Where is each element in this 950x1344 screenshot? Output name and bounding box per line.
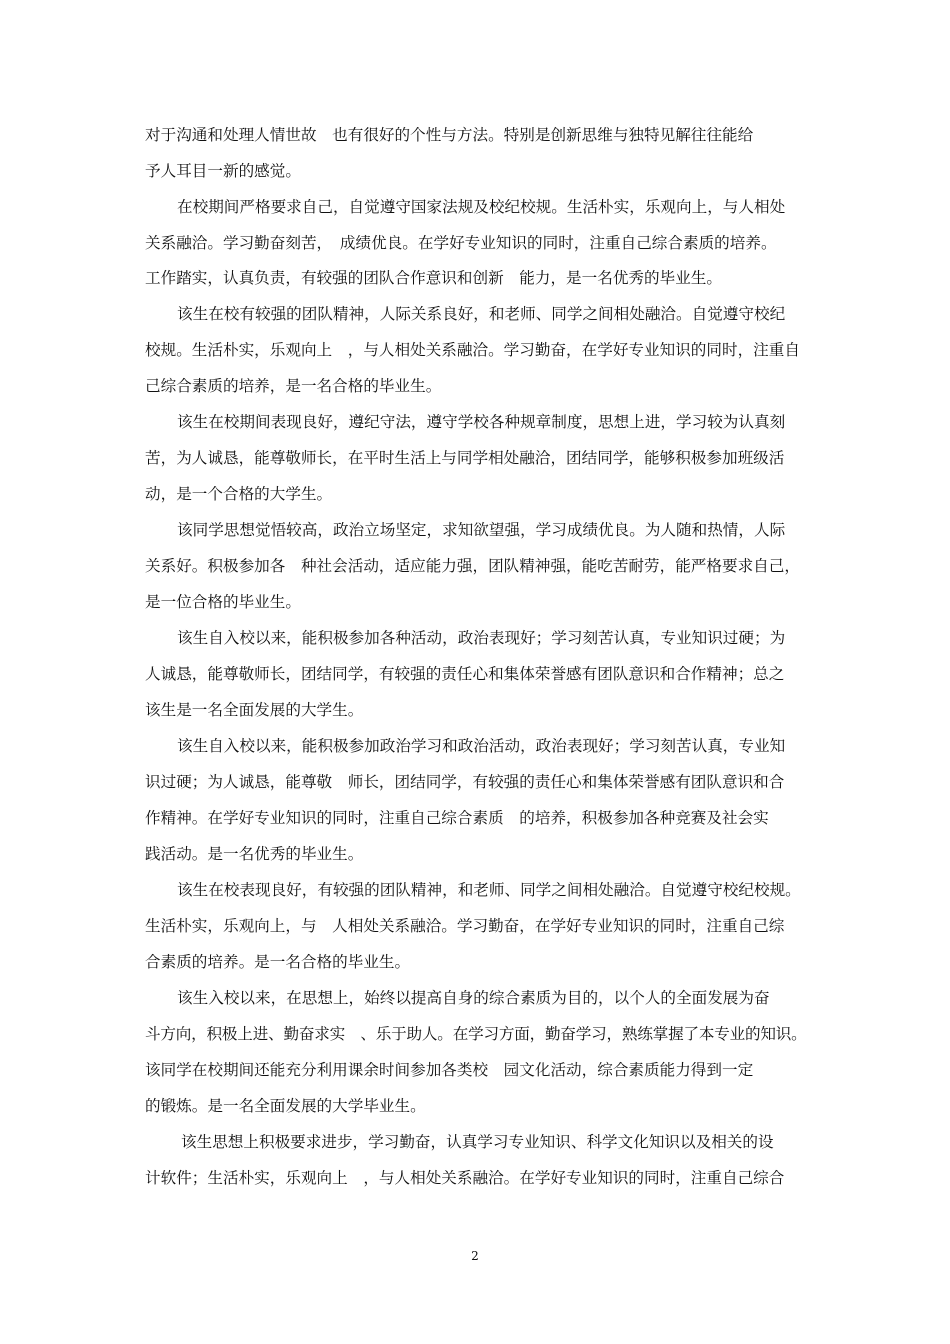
text-line: 识过硬；为人诚恳，能尊敬 师长，团结同学，有较强的责任心和集体荣誉感有团队意识和合 (145, 773, 785, 791)
text-line: 是一位合格的毕业生。 (145, 593, 301, 611)
page-number: 2 (471, 1249, 479, 1263)
text-line: 计软件；生活朴实，乐观向上 ，与人相处关系融洽。在学好专业知识的同时，注重自己综合 (145, 1169, 785, 1187)
text-line: 工作踏实，认真负责，有较强的团队合作意识和创新 能力，是一名优秀的毕业生。 (145, 269, 722, 287)
text-line: 合素质的培养。是一名合格的毕业生。 (145, 953, 411, 971)
text-line: 的锻炼。是一名全面发展的大学毕业生。 (145, 1097, 426, 1115)
text-line: 该生在校有较强的团队精神，人际关系良好，和老师、同学之间相处融洽。自觉遵守校纪 (177, 305, 786, 323)
text-line: 该同学思想觉悟较高，政治立场坚定，求知欲望强，学习成绩优良。为人随和热情，人际 (177, 521, 786, 539)
text-line: 关系融洽。学习勤奋刻苦， 成绩优良。在学好专业知识的同时，注重自己综合素质的培养。 (145, 234, 777, 252)
text-line: 己综合素质的培养，是一名合格的毕业生。 (145, 377, 442, 395)
text-line: 在校期间严格要求自己，自觉遵守国家法规及校纪校规。生活朴实，乐观向上，与人相处 (177, 198, 786, 216)
text-line: 该生自入校以来，能积极参加各种活动，政治表现好；学习刻苦认真，专业知识过硬；为 (177, 629, 786, 647)
text-line: 该同学在校期间还能充分利用课余时间参加各类校 园文化活动，综合素质能力得到一定 (145, 1061, 754, 1079)
text-line: 该生思想上积极要求进步，学习勤奋，认真学习专业知识、科学文化知识以及相关的设 (181, 1133, 774, 1151)
text-line: 该生在校表现良好，有较强的团队精神，和老师、同学之间相处融洽。自觉遵守校纪校规。 (177, 881, 801, 899)
text-line: 该生在校期间表现良好，遵纪守法，遵守学校各种规章制度，思想上进，学习较为认真刻 (177, 413, 786, 431)
text-line: 践活动。是一名优秀的毕业生。 (145, 845, 364, 863)
text-line: 予人耳目一新的感觉。 (145, 162, 301, 180)
text-line: 动，是一个合格的大学生。 (145, 485, 333, 503)
text-line: 对于沟通和处理人情世故 也有很好的个性与方法。特别是创新思维与独特见解往往能给 (145, 126, 754, 144)
text-line: 生活朴实，乐观向上，与 人相处关系融洽。学习勤奋，在学好专业知识的同时，注重自己综 (145, 917, 785, 935)
text-line: 该生是一名全面发展的大学生。 (145, 701, 364, 719)
text-line: 作精神。在学好专业知识的同时，注重自己综合素质 的培养，积极参加各种竞赛及社会实 (145, 809, 769, 827)
text-line: 该生入校以来，在思想上，始终以提高自身的综合素质为目的，以个人的全面发展为奋 (177, 989, 770, 1007)
text-line: 该生自入校以来，能积极参加政治学习和政治活动，政治表现好；学习刻苦认真，专业知 (177, 737, 786, 755)
text-line: 苦，为人诚恳，能尊敬师长，在平时生活上与同学相处融洽，团结同学，能够积极参加班级活 (145, 449, 785, 467)
text-line: 斗方向，积极上进、勤奋求实 、乐于助人。在学习方面，勤奋学习，熟练掌握了本专业的知识。 (145, 1025, 807, 1043)
text-line: 关系好。积极参加各 种社会活动，适应能力强，团队精神强，能吃苦耐劳，能严格要求自己， (145, 557, 800, 575)
text-line: 校规。生活朴实，乐观向上 ，与人相处关系融洽。学习勤奋，在学好专业知识的同时，注重自 (145, 341, 800, 359)
text-line: 人诚恳，能尊敬师长，团结同学，有较强的责任心和集体荣誉感有团队意识和合作精神；总之 (145, 665, 785, 683)
